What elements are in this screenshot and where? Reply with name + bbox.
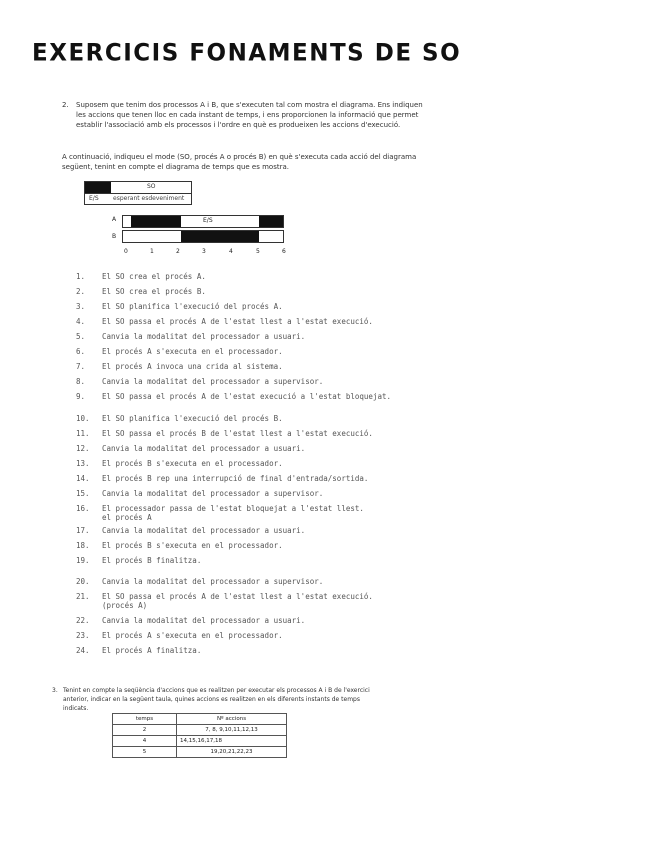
action-number: 11.	[76, 429, 90, 438]
gantt-tick-5: 5	[256, 248, 260, 255]
list-item	[76, 347, 426, 356]
action-number: 20.	[76, 577, 90, 586]
list-item	[76, 489, 426, 498]
action-number: 8.	[76, 377, 86, 386]
action-text: El procés B finalitza.	[102, 556, 202, 565]
action-number: 19.	[76, 556, 90, 565]
list-item	[76, 317, 426, 326]
action-number: 13.	[76, 459, 90, 468]
action-text: El procés B s'executa en el processador.	[102, 459, 283, 468]
legend-label-es: E/S	[89, 195, 99, 202]
gantt-tick-6: 6	[282, 248, 286, 255]
table-cell-accions: 19,20,21,22,23	[177, 747, 287, 758]
gantt-row-label-b: B	[112, 233, 117, 240]
exercise-3	[52, 686, 382, 713]
action-number: 16.	[76, 504, 90, 513]
list-item	[76, 631, 426, 640]
table-row	[113, 747, 287, 758]
action-text: El procés B s'executa en el processador.	[102, 541, 283, 550]
page-title: EXERCICIS FONAMENTS DE SO	[32, 39, 462, 67]
list-item	[76, 646, 426, 655]
action-text: El procés A s'executa en el processador.	[102, 631, 283, 640]
action-text: El SO passa el procés A de l'estat llest a l'estat execució.	[102, 317, 373, 326]
column-header-accions: Nº accions	[177, 714, 287, 725]
action-text: El SO passa el procés A de l'estat llest a l'estat execució.	[102, 592, 373, 601]
action-text: El procés A s'executa en el processador.	[102, 347, 283, 356]
action-number: 14.	[76, 474, 90, 483]
gantt-tick-4: 4	[229, 248, 233, 255]
list-item	[76, 459, 426, 468]
action-number: 2.	[76, 287, 86, 296]
table-cell-accions: 14,15,16,17,18	[177, 736, 287, 747]
exercise-2-instructions: A continuació, indiqueu el mode (SO, procés A o procés B) en què s'executa cada acció del diagrama següent, tenint en compte el diagrama de temps que es mostra.	[62, 153, 417, 171]
action-number: 24.	[76, 646, 90, 655]
action-text: Canvia la modalitat del processador a supervisor.	[102, 377, 324, 386]
action-text: El procés B rep una interrupció de final d'entrada/sortida.	[102, 474, 369, 483]
table-row	[113, 725, 287, 736]
action-number: 10.	[76, 414, 90, 423]
exercise-2-number: 2.	[62, 101, 69, 109]
list-item	[76, 272, 426, 281]
action-number: 1.	[76, 272, 86, 281]
exercise-2	[62, 100, 428, 130]
action-text: Canvia la modalitat del processador a usuari.	[102, 444, 306, 453]
list-item	[76, 429, 426, 438]
gantt-tick-3: 3	[202, 248, 206, 255]
list-item	[76, 362, 426, 371]
action-text: El SO planifica l'execució del procés A.	[102, 302, 283, 311]
action-number: 18.	[76, 541, 90, 550]
action-number: 23.	[76, 631, 90, 640]
action-text: Canvia la modalitat del processador a supervisor.	[102, 489, 324, 498]
action-text: Canvia la modalitat del processador a usuari.	[102, 616, 306, 625]
gantt-diagram	[110, 212, 290, 260]
gantt-segment-b-run	[181, 231, 259, 242]
exercise-2-text: Suposem que tenim dos processos A i B, que s'executen tal com mostra el diagrama. Ens indiquen les accions que tenen lloc en cada instant de temps, i ens proporcionen la informació que permet establir l'associació amb els processos i l'ordre en què es produeixen les accions d'execució.	[76, 101, 423, 129]
table-row	[113, 736, 287, 747]
list-item	[76, 302, 426, 311]
action-number: 3.	[76, 302, 86, 311]
legend-label-so: SO	[147, 183, 156, 190]
action-number: 9.	[76, 392, 86, 401]
legend-text-es: esperant esdeveniment	[113, 195, 185, 202]
action-text: El SO crea el procés B.	[102, 287, 206, 296]
action-number: 15.	[76, 489, 90, 498]
action-number: 21.	[76, 592, 90, 601]
table-cell-temps: 5	[113, 747, 177, 758]
action-number: 6.	[76, 347, 86, 356]
action-text: Canvia la modalitat del processador a usuari.	[102, 332, 306, 341]
action-text: El SO planifica l'execució del procés B.	[102, 414, 283, 423]
legend-swatch-so	[85, 182, 111, 193]
legend-divider	[85, 193, 191, 194]
action-number: 5.	[76, 332, 86, 341]
list-item	[76, 556, 426, 565]
action-number: 22.	[76, 616, 90, 625]
gantt-tick-1: 1	[150, 248, 154, 255]
action-text: Canvia la modalitat del processador a usuari.	[102, 526, 306, 535]
list-item	[76, 414, 426, 423]
list-item	[76, 444, 426, 453]
exercise-3-text: Tenint en compte la seqüència d'accions que es realitzen per executar els processos A i B de l'exercici anterior, indicar en la següent taula, quines accions es realitzen en els diferents instants de temps indicats.	[63, 687, 370, 712]
action-number: 7.	[76, 362, 86, 371]
exercise-3-number: 3.	[52, 687, 58, 694]
action-text: El SO passa el procés A de l'estat execució a l'estat bloquejat.	[102, 392, 391, 401]
gantt-row-b	[122, 230, 284, 243]
table-header-row	[113, 714, 287, 725]
list-item	[76, 474, 426, 483]
table-cell-accions: 7, 8, 9,10,11,12,13	[177, 725, 287, 736]
action-text: El SO crea el procés A.	[102, 272, 206, 281]
list-item	[76, 332, 426, 341]
action-number: 4.	[76, 317, 86, 326]
list-item	[76, 577, 426, 586]
action-text: El procés A invoca una crida al sistema.	[102, 362, 283, 371]
action-text: El procés A finalitza.	[102, 646, 202, 655]
gantt-segment-a-run	[131, 216, 181, 227]
diagram-legend	[84, 181, 192, 205]
gantt-segment-a-run-2	[259, 216, 283, 227]
table-cell-temps: 4	[113, 736, 177, 747]
gantt-tick-0: 0	[124, 248, 128, 255]
action-text-continuation: el procés A	[102, 513, 152, 522]
column-header-temps: temps	[113, 714, 177, 725]
list-item	[76, 377, 426, 386]
list-item	[76, 541, 426, 550]
list-item	[76, 616, 426, 625]
list-item	[76, 526, 426, 535]
gantt-tick-2: 2	[176, 248, 180, 255]
list-item	[76, 592, 426, 610]
actions-table	[112, 713, 287, 758]
action-number: 12.	[76, 444, 90, 453]
action-text: Canvia la modalitat del processador a supervisor.	[102, 577, 324, 586]
action-text: El processador passa de l'estat bloquejat a l'estat llest.	[102, 504, 364, 513]
gantt-row-label-a: A	[112, 216, 117, 223]
list-item	[76, 504, 426, 522]
action-number: 17.	[76, 526, 90, 535]
gantt-row-a	[122, 215, 284, 228]
list-item	[76, 287, 426, 296]
table-cell-temps: 2	[113, 725, 177, 736]
list-item	[76, 392, 426, 401]
action-text: El SO passa el procés B de l'estat llest a l'estat execució.	[102, 429, 373, 438]
action-text-continuation: (procés A)	[102, 601, 148, 610]
gantt-segment-label-es: E/S	[203, 217, 213, 224]
